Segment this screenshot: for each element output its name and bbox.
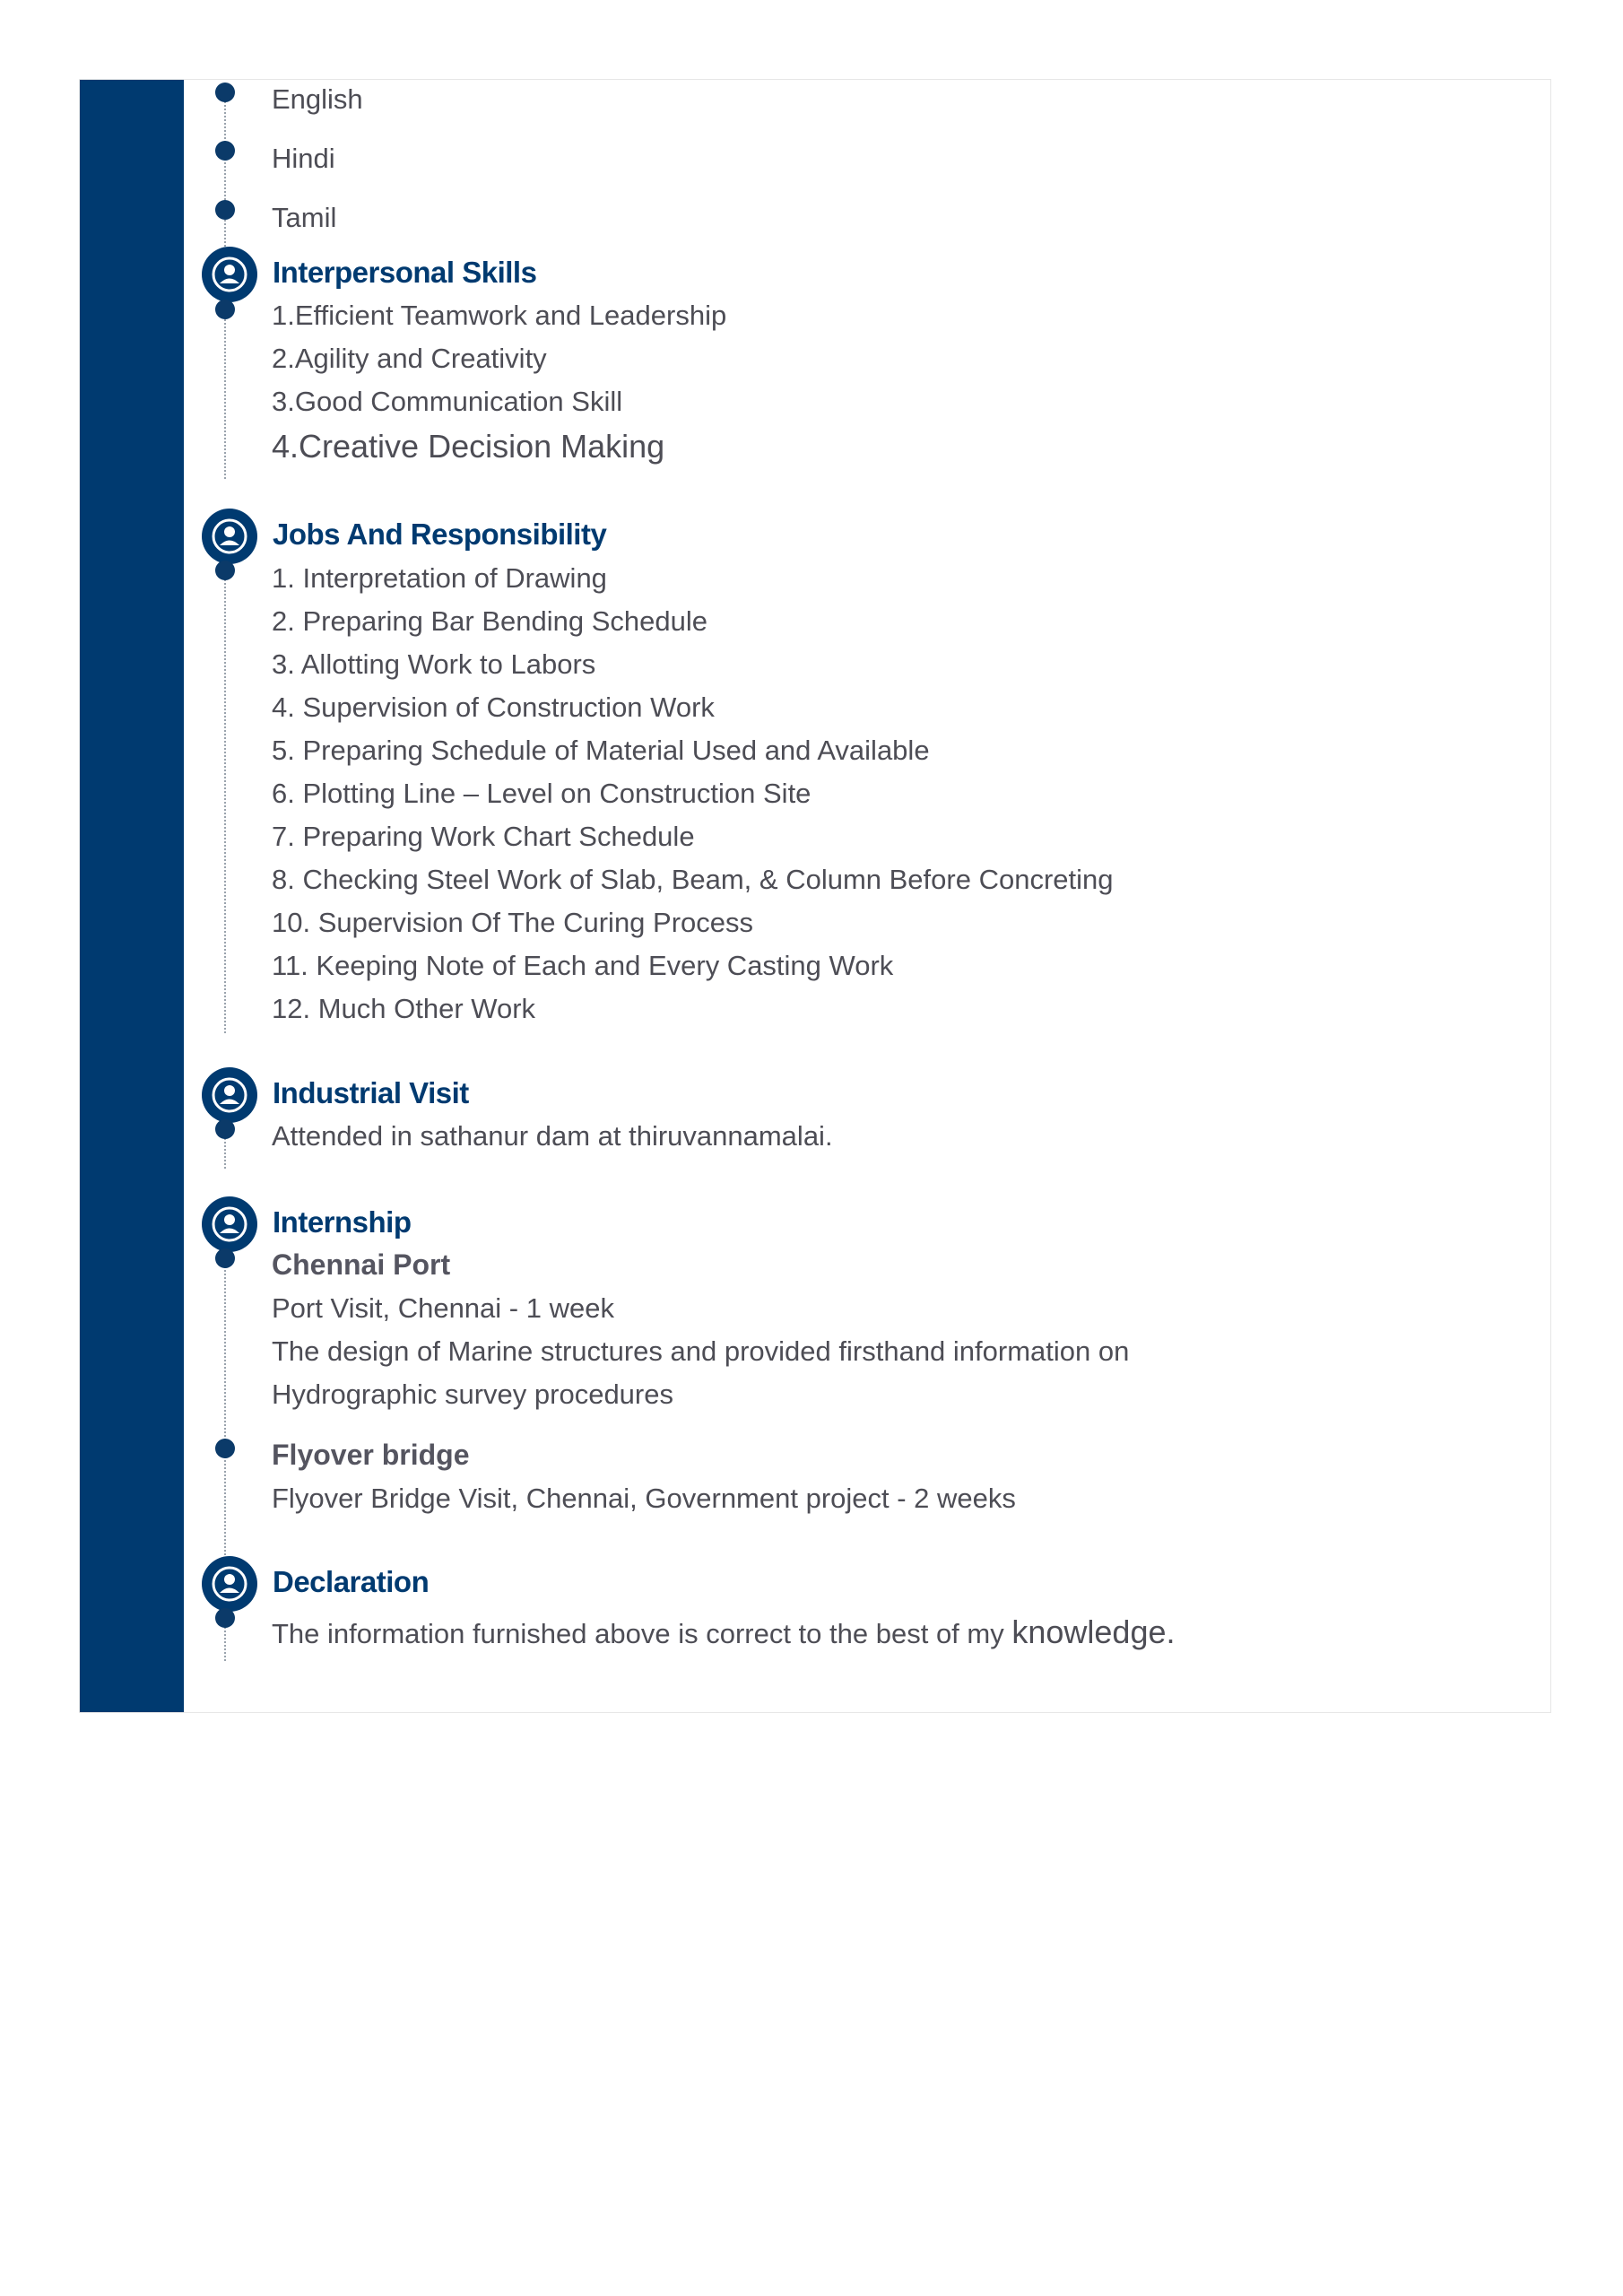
timeline-line <box>224 569 226 1033</box>
user-profile-icon <box>202 247 257 302</box>
user-profile-icon <box>202 1196 257 1252</box>
timeline-dot-icon <box>215 300 235 319</box>
user-profile-icon <box>202 1067 257 1123</box>
skill-item: 2.Agility and Creativity <box>272 343 547 374</box>
job-item: 10. Supervision Of The Curing Process <box>272 907 754 938</box>
internship-line: Port Visit, Chennai - 1 week <box>272 1292 614 1324</box>
skill-item: 1.Efficient Teamwork and Leadership <box>272 300 727 331</box>
timeline-dot-icon <box>215 83 235 102</box>
language-item: Hindi <box>272 143 335 174</box>
job-item: 12. Much Other Work <box>272 993 536 1024</box>
timeline-line <box>224 304 226 479</box>
job-item: 11. Keeping Note of Each and Every Casting Work <box>272 950 894 981</box>
section-heading-declaration: Declaration <box>273 1565 430 1598</box>
timeline-dot-icon <box>215 200 235 220</box>
skill-item: 3.Good Communication Skill <box>272 386 623 417</box>
timeline-dot-icon <box>215 1439 235 1458</box>
section-heading-jobs: Jobs And Responsibility <box>273 517 607 551</box>
language-item: Tamil <box>272 202 337 233</box>
sidebar-bar <box>80 80 184 1712</box>
language-item: English <box>272 83 363 115</box>
job-item: 6. Plotting Line – Level on Construction Site <box>272 778 812 809</box>
skill-item: 4.Creative Decision Making <box>272 428 665 465</box>
user-profile-icon <box>202 1556 257 1612</box>
user-profile-icon <box>202 509 257 564</box>
declaration-text-main: The information furnished above is correct to the best of my <box>272 1618 1012 1649</box>
section-heading-internship: Internship <box>273 1205 412 1239</box>
internship-line: Flyover Bridge Visit, Chennai, Government project - 2 weeks <box>272 1483 1016 1514</box>
declaration-text <box>272 1613 1176 1651</box>
industrial-visit-text: Attended in sathanur dam at thiruvannamalai. <box>272 1120 833 1152</box>
section-heading-industrial: Industrial Visit <box>273 1076 469 1109</box>
job-item: 5. Preparing Schedule of Material Used and Available <box>272 735 930 766</box>
job-item: 1. Interpretation of Drawing <box>272 562 607 594</box>
timeline-dot-icon <box>215 561 235 580</box>
internship-line: Hydrographic survey procedures <box>272 1378 673 1410</box>
timeline-dot-icon <box>215 141 235 161</box>
timeline-dot-icon <box>215 1119 235 1139</box>
internship-line: The design of Marine structures and provided firsthand information on <box>272 1335 1130 1367</box>
declaration-text-end: knowledge. <box>1011 1613 1176 1650</box>
job-item: 4. Supervision of Construction Work <box>272 691 715 723</box>
job-item: 3. Allotting Work to Labors <box>272 648 596 680</box>
job-item: 8. Checking Steel Work of Slab, Beam, & Column Before Concreting <box>272 864 1114 895</box>
timeline-dot-icon <box>215 1608 235 1628</box>
resume-page <box>79 79 1551 1713</box>
timeline-line <box>224 91 226 254</box>
internship-title: Flyover bridge <box>272 1439 470 1471</box>
timeline-dot-icon <box>215 1248 235 1268</box>
job-item: 2. Preparing Bar Bending Schedule <box>272 605 707 637</box>
job-item: 7. Preparing Work Chart Schedule <box>272 821 695 852</box>
section-heading-interpersonal: Interpersonal Skills <box>273 256 537 289</box>
internship-title: Chennai Port <box>272 1248 451 1281</box>
